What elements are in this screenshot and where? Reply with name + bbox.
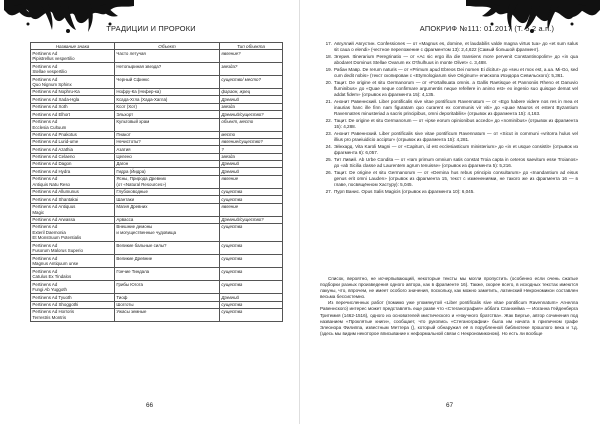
cell-line: Древний (221, 161, 239, 167)
cell-line: существа (221, 281, 243, 287)
sign-name-cell (31, 96, 115, 103)
table-row (31, 223, 283, 242)
object-cell (115, 76, 220, 89)
object-type-cell (220, 161, 283, 168)
cell-line: фараон, жрец (221, 89, 251, 95)
object-type-cell (220, 96, 283, 103)
cell-line: Pertinens Ad (32, 268, 58, 274)
footnote-number: 24. (325, 143, 332, 149)
cell-line: Арвасса (116, 216, 134, 222)
table-row (31, 168, 283, 175)
cell-line: Пнакот (116, 131, 131, 137)
cell-line: Fungi Ab Yuggoth (32, 287, 67, 293)
object-cell (115, 268, 220, 281)
cell-line: Грибы Югота (116, 281, 143, 287)
footnote-item (320, 54, 578, 66)
notes-list (320, 41, 578, 196)
cell-line: Pertinens Ad Shoggothi (32, 302, 79, 308)
footnote-text: Анонит Равеннский. Liber pontificalis sive vitae pontificum Ravennatum — от «Sicut in communi «vritorra hulus vel illius pro praeiuidicio acciptur» (отрывок из фрагмента 15): 4,281. (334, 130, 578, 142)
footnote-number: 19. (325, 67, 332, 72)
object-cell (115, 103, 220, 110)
cell-line: Pertinens Ad Arwassa (32, 216, 76, 222)
running-head-left: ТРАДИЦИИ И ПРОРОКИ (106, 24, 196, 33)
object-type-cell (220, 294, 283, 301)
object-type-cell (220, 168, 283, 175)
cell-line: Ксот (Хот) (116, 104, 137, 110)
sign-name-cell (31, 89, 115, 96)
body-text (320, 276, 578, 337)
footnote-text: Эгерия. Itinerarium Peregrinatio — от «Ac sic ergo illa die transiens more pervenit Constantinopolim» до «in qua abodaret Dominus Stellae Ovarum ex O'thulhuus in monte Olivet» с. 3,488. (334, 54, 578, 65)
cell-line: существа (221, 242, 243, 248)
object-type-cell (220, 138, 283, 145)
cell-line: Ecclesia Cultuum (32, 124, 67, 130)
cell-line: существо? (240, 216, 264, 222)
table-row (31, 153, 283, 160)
object-cell (115, 242, 220, 255)
sign-name-cell (31, 203, 115, 216)
object-type-cell (220, 153, 283, 160)
footnote-number: 23. (325, 130, 332, 136)
object-cell (115, 131, 220, 138)
cell-line: Catulus Ex Tindalos (32, 274, 72, 280)
sign-name-cell (31, 76, 115, 89)
object-type-cell (220, 301, 283, 308)
cell-line: явление/ (221, 139, 240, 145)
sign-name-cell (31, 131, 115, 138)
table-header-row (31, 43, 283, 50)
sign-name-cell (31, 103, 115, 110)
cell-line: Ужасы земные (116, 309, 147, 315)
object-cell (115, 223, 220, 242)
cell-line: Pertinens Ad Pnakotus (32, 131, 77, 137)
cell-line: Pertinens Ad Horroris (32, 309, 75, 315)
table-row (31, 188, 283, 195)
object-cell (115, 89, 220, 96)
signs-table-body (31, 50, 283, 322)
sign-name-cell (31, 255, 115, 268)
cell-line: существа (221, 268, 243, 274)
object-type-cell (220, 242, 283, 255)
sign-name-cell (31, 268, 115, 281)
object-cell (115, 294, 220, 301)
table-row (31, 216, 283, 223)
footnote-text: Рабан Мавр. De rerum naturis — от «Primum apud Ebreos Dei nomen Ei dicitur» до «seu et mox est, a.ua. Mi-Go, sed cum dedit nobis» (текст скопирован с «Etymologiarum sive Originum» епископа Исидора Севильского): 5,361. (334, 67, 578, 78)
table-row (31, 161, 283, 168)
table-row (31, 196, 283, 203)
cell-line: существа (221, 189, 243, 195)
table-row (31, 138, 283, 145)
cell-line: Древний (221, 168, 239, 174)
object-type-cell (220, 309, 283, 322)
cell-line: Exteril Daemonia (32, 229, 66, 235)
footnote-item (320, 157, 578, 169)
cell-line: существа (221, 309, 243, 315)
cell-line: существо? (239, 139, 263, 145)
sign-name-cell (31, 111, 115, 118)
object-cell (115, 309, 220, 322)
cell-line: Pertinens Ad Azathia (32, 146, 73, 152)
cell-line: Эльхорт (116, 111, 134, 117)
cell-line: Pertinens Ad Tyuoth (32, 294, 72, 300)
sign-name-cell (31, 161, 115, 168)
footnote-item (320, 118, 578, 130)
cell-line: Великие Древние (116, 255, 153, 261)
footnote-text: Тацит. De origine et situ Germanorum — от «Demina hus rebus principio consultarum» до «Inandantium ad eisus genus erit omni Lauden» (отрывок из фрагмента 15, текст с изменениями, не такого же из фрагмента 16 — в главе, посвящённом Хастуру): 5,045. (334, 169, 578, 187)
table-row (31, 50, 283, 63)
cell-line: Pertinens Ad Lurid-ume (32, 139, 79, 145)
object-cell (115, 118, 220, 131)
cell-line: Pertinens Ad Xada-Hgla (32, 96, 80, 102)
table-row (31, 281, 283, 294)
page-number-left: 66 (146, 402, 154, 409)
object-cell (115, 111, 220, 118)
body-paragraph: Из перечисленных работ (помимо уже упомянутой «Liber pontificalis sive vitae pontificum Ravennatum» Агнелла Равеннского) интерес может представлять еще разве что «Стеганография» аббата Спанхейма — Иоганна Гейденберга Тритемия (1462-1516), одного из основателей мистического и «Научного братства». Жак Бергье, автор сочинения под названием «Проклятые книги», сообщает, что рукопись «Стеганографии» была им начата в приличном графе Элеонора Филиппа, известным Меттера (), который обнаружил её в порубленной библиотеке прошлого века и т.д. (здесь мы видим некоторое вписывание к неформальной связи с Некрономиконом). Но есть ли вообще (320, 300, 578, 336)
object-type-cell (220, 255, 283, 268)
cell-line: Pertinens Ad (32, 224, 58, 230)
cell-line: существа (221, 196, 243, 202)
object-type-cell (220, 111, 283, 118)
cell-line: Terrestris Montris (32, 315, 67, 321)
table-row (31, 146, 283, 153)
cell-line: Pertinens Ad Allumunus (32, 189, 79, 195)
sign-name-cell (31, 196, 115, 203)
object-cell (115, 50, 220, 63)
table-row (31, 111, 283, 118)
cell-line: Древний (221, 294, 239, 300)
object-cell (115, 281, 220, 294)
cell-line: Pertinens Ad (32, 242, 58, 248)
cell-line: Нечистоты? (116, 139, 141, 145)
cell-line: Magnus Antiquum unse (32, 261, 79, 267)
running-head-right: АПОКРИФ №111: 01.2017 (Т. 5.2 а.п.) (419, 24, 555, 33)
cell-line: Глубоководные (116, 189, 148, 195)
footnote-number: 20. (325, 80, 332, 85)
footnote-item (320, 67, 578, 79)
footnote-text: Авгуллий Августин. Confessiones — от «Magnus es, domine, et laudabilis valde magna virtus tua» до «et sum salus sit caua o elendi» (честное переложение с фрагментом 13): 2,4,622 (Самый большой фрагмент). (334, 41, 578, 52)
footnote-number: 27. (325, 188, 332, 194)
table-row (31, 63, 283, 76)
sign-name-cell (31, 281, 115, 294)
cell-line: Pipistrellus vespertilio (32, 56, 75, 62)
cell-line: Pertinens Ad Shantakai (32, 196, 79, 202)
table-row (31, 96, 283, 103)
footnote-number: 18. (325, 54, 332, 59)
object-type-cell (220, 76, 283, 89)
cell-line: Pertinens Ad Dagon (32, 161, 72, 167)
cell-line: существа (221, 224, 243, 230)
page-number-right: 67 (446, 402, 454, 409)
object-cell (115, 216, 220, 223)
object-type-cell (220, 131, 283, 138)
table-row (31, 268, 283, 281)
object-cell (115, 63, 220, 76)
cell-line: звезда? (221, 63, 238, 69)
sign-name-cell (31, 216, 115, 223)
cell-line: Antiquis Natu Reso (32, 181, 70, 187)
signs-table (30, 42, 283, 322)
footnote-item (320, 144, 578, 156)
footnote-item (320, 80, 578, 98)
cell-line: Древний/ (221, 216, 241, 222)
cell-line: (от «Natural Resources») (116, 181, 167, 187)
object-type-cell (220, 50, 283, 63)
cell-line: Великие бальные силы? (116, 242, 167, 248)
cell-line: Pertinens Ad (32, 176, 58, 182)
sign-name-cell (31, 118, 115, 131)
cell-line: Pertinens Ad (32, 118, 58, 124)
cell-line: Pertinens Ad (32, 76, 58, 82)
table-row (31, 301, 283, 308)
sign-name-cell (31, 223, 115, 242)
body-paragraph: Список, вероятно, не исчерпывающий, некоторые тексты мы могли пропустить (особенно если очень сжатые подборки разных произведения одного автора, как в фрагменте 16). Также, скорее всего, в исходных текстах имеются лакуны, что, впрочем, не имеет особого значения, поскольку, как можно заметить, латинский Некрономикон составлен весьма бессистемно. (320, 276, 578, 300)
cell-line: Древний/ (221, 111, 241, 117)
object-cell (115, 138, 220, 145)
cell-line: Нофру-Ка (Нефер-ка) (116, 89, 161, 95)
object-type-cell (220, 196, 283, 203)
footnote-text: Пурп Ванис. Opus Salis Magicis (отрывок из фрагмента 10): 6,045. (334, 188, 475, 194)
cell-line: Шогготы (116, 302, 134, 308)
footnote-number: 26. (325, 169, 332, 175)
object-cell (115, 161, 220, 168)
cell-line: явление? (221, 50, 241, 56)
cell-line: Pertinens Ad Nophru-Ka (32, 89, 80, 95)
sign-name-cell (31, 175, 115, 188)
sign-name-cell (31, 146, 115, 153)
sign-name-cell (31, 138, 115, 145)
cell-line: звезда (221, 104, 235, 110)
cell-line: Целено (116, 154, 132, 160)
table-row (31, 294, 283, 301)
cell-line: явление (221, 203, 239, 209)
cell-line: Pertinens Ad Xoth (32, 104, 68, 110)
cell-line: Pertinens Ad Celaeno (32, 154, 75, 160)
footnote-item (320, 170, 578, 188)
table-row (31, 76, 283, 89)
table-row (31, 118, 283, 131)
cell-line: и могущественные чудовища (116, 229, 177, 235)
object-cell (115, 153, 220, 160)
cell-line: Fusorum Malorus Superio (32, 248, 83, 254)
cell-line: существа (221, 255, 243, 261)
column-header: Объект (115, 43, 220, 50)
cell-line: Древний (221, 96, 239, 102)
footnote-item (320, 189, 578, 195)
footnote-item (320, 99, 578, 117)
sign-name-cell (31, 153, 115, 160)
object-cell (115, 96, 220, 103)
cell-line: существа (221, 302, 243, 308)
object-cell (115, 196, 220, 203)
footnote-item (320, 41, 578, 53)
cell-line: ? (221, 146, 224, 152)
sign-name-cell (31, 309, 115, 322)
cell-line: Гончие Тиндала (116, 268, 150, 274)
cell-line: Et Monstruum Potentialis (32, 235, 82, 241)
table-row (31, 309, 283, 322)
footnote-item (320, 131, 578, 143)
cell-line: существо? (240, 111, 264, 117)
object-cell (115, 301, 220, 308)
cell-line: Внешние демоны (116, 224, 153, 230)
table-row (31, 203, 283, 216)
footnote-number: 17. (325, 41, 332, 46)
column-header: Название знака (31, 43, 115, 50)
object-type-cell (220, 146, 283, 153)
sign-name-cell (31, 301, 115, 308)
sign-name-cell (31, 50, 115, 63)
cell-line: Культовый храм (116, 118, 150, 124)
sign-name-cell (31, 242, 115, 255)
cell-line: Черный Сфинкс (116, 76, 150, 82)
footnote-text: Тит Ливий. Ab Urbe Condita — от «Iam primum omnium satis constat Troia capta in ceteros saevitum esse Troianos» до «ab Sicilia classe ad Laurentem agrum tenuisse» (отрывок из фрагмента 5): 5,216. (334, 156, 578, 168)
table-row (31, 89, 283, 96)
table-row (31, 131, 283, 138)
cell-line: звезда (221, 154, 235, 160)
table-row (31, 103, 283, 110)
cell-line: явление (221, 176, 239, 182)
cell-line: Ясны, Природа Древних (116, 176, 167, 182)
table-row (31, 175, 283, 188)
table-row (31, 242, 283, 255)
sign-name-cell (31, 168, 115, 175)
cell-line: Pertinens Ad (32, 50, 58, 56)
object-type-cell (220, 89, 283, 96)
cell-line: место (221, 131, 236, 137)
cell-line: Дагон (116, 161, 129, 167)
cell-line: Азатия (116, 146, 131, 152)
cell-line: Ксада-Хгла (Хада-Хагла) (116, 96, 168, 102)
cell-line: Pertinens Ad Antiquus (32, 203, 76, 209)
cell-line: Pertinens Ad (32, 255, 58, 261)
cell-line: Гидра (Йидра) (116, 168, 146, 174)
cell-line: Тиоф (116, 294, 128, 300)
table-row (31, 255, 283, 268)
footnote-number: 21. (325, 98, 332, 104)
object-cell (115, 146, 220, 153)
cell-line: Pertinens Ad Elhort (32, 111, 70, 117)
cell-line: Часто летучая (116, 50, 146, 56)
cell-line: существо/ место? (221, 76, 261, 82)
object-type-cell (220, 223, 283, 242)
object-type-cell (220, 216, 283, 223)
column-header: Тип объекта (220, 43, 283, 50)
object-type-cell (220, 281, 283, 294)
cell-line: Шантаки (116, 196, 135, 202)
cell-line: Pertinens Ad Hydra (32, 168, 71, 174)
sign-name-cell (31, 294, 115, 301)
footnote-text: Тацит. De origine et situ Germanorum — от «ipse eorum opinionibus accedo» до «nominibus» (отрывок из фрагмента 15): 4,288. (334, 117, 578, 129)
footnote-text: Анонит Равеннский. Liber pontificalis sive vitae pontificum Ravennatum — от «Ego habere videre nos res in mea et inaurias hanc ille finn nam figuratam quo curarent ex communis vir viti» до «quae Mauros et estent Byzantium Ravennatres minusteriad a sacris principibus, omni deporitabilis» (отрывок из фрагмента 15): 4,163. (334, 98, 578, 116)
object-type-cell (220, 188, 283, 195)
cell-line: Magic (32, 209, 45, 215)
cell-line: объект, место (221, 118, 254, 124)
cell-line: Stellae vespertilio (32, 69, 67, 75)
sign-name-cell (31, 188, 115, 195)
cell-line: Pertinens Ad (32, 281, 58, 287)
object-cell (115, 203, 220, 216)
object-cell (115, 188, 220, 195)
sign-name-cell (31, 63, 115, 76)
object-cell (115, 175, 220, 188)
object-type-cell (220, 175, 283, 188)
object-cell (115, 168, 220, 175)
footnote-text: Тацит. De origine et situ Germanorum — от «Fortallsuata omnis. a Gallis Raetisque et Pannoniis Rheno et Danuvio fluminibus» до «Quae neque confirmare argumentis neque refellere in animo est» ex ingenio suo quisque demat vel addat fidem» (отрывок из фрагмента 15): 4,135. (334, 80, 578, 97)
cell-line: Магия Древних (116, 203, 148, 209)
cell-line: Quo Nignum Sphinx (32, 82, 72, 88)
object-type-cell (220, 103, 283, 110)
footnote-number: 25. (325, 156, 332, 162)
object-type-cell (220, 118, 283, 131)
cell-line: Pertinens Ad (32, 63, 58, 69)
footnote-text: Эйнхард. Vita Karoli Magni — от «Capitum, id est ecclesiasticum ministerium» до «in et usque consistit» (отрывок из фрагмента 6): 6,057. (334, 143, 578, 155)
footnote-number: 22. (325, 117, 332, 123)
object-type-cell (220, 63, 283, 76)
object-cell (115, 255, 220, 268)
cell-line: Нетопыриная звезда? (116, 63, 162, 69)
object-type-cell (220, 203, 283, 216)
object-type-cell (220, 268, 283, 281)
